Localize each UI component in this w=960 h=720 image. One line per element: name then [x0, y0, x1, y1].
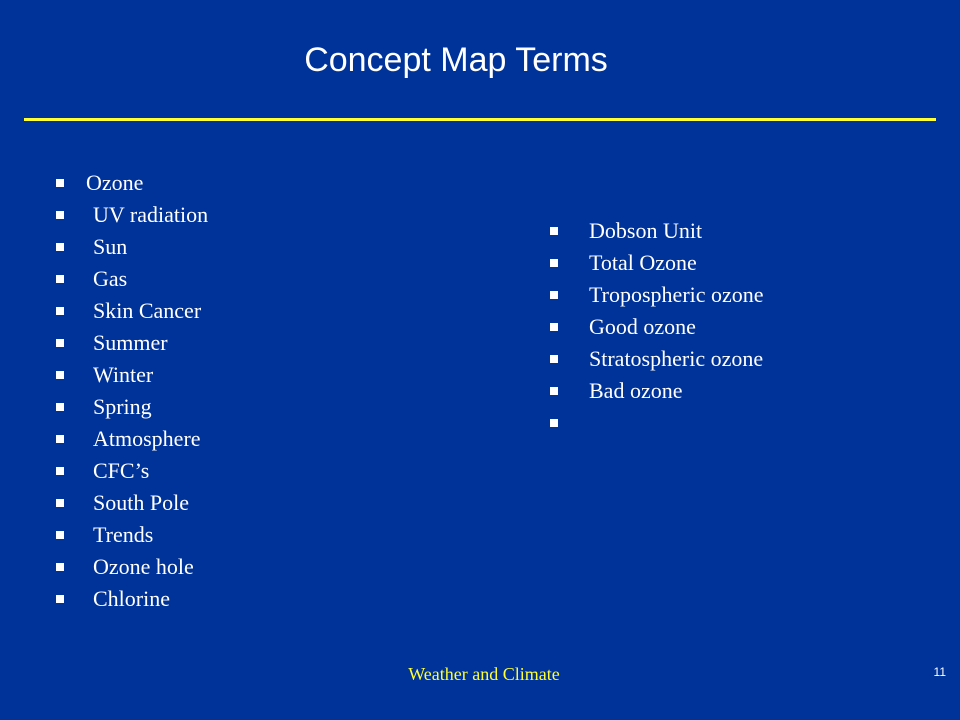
square-bullet-icon: [550, 291, 558, 299]
right-term-list: [546, 215, 886, 439]
square-bullet-icon: [550, 259, 558, 267]
term-label: Summer: [93, 330, 168, 355]
square-bullet-icon: [56, 243, 64, 251]
term-label: Trends: [93, 522, 154, 547]
term-label: Winter: [93, 362, 154, 387]
slide-title: Concept Map Terms: [304, 41, 608, 79]
list-item: [52, 423, 372, 455]
list-item: [52, 583, 372, 615]
list-item: [546, 375, 886, 407]
square-bullet-icon: [550, 227, 558, 235]
square-bullet-icon: [56, 275, 64, 283]
list-item: [52, 391, 372, 423]
term-label: Ozone: [86, 170, 144, 195]
list-item: [52, 359, 372, 391]
square-bullet-icon: [56, 179, 64, 187]
list-item: [546, 247, 886, 279]
term-label: Dobson Unit: [589, 218, 703, 243]
list-item: [52, 519, 372, 551]
square-bullet-icon: [550, 355, 558, 363]
list-item: [52, 487, 372, 519]
term-label: Stratospheric ozone: [589, 346, 764, 371]
term-label: Ozone hole: [93, 554, 194, 579]
term-label: Total Ozone: [589, 250, 697, 275]
list-item: [52, 551, 372, 583]
term-label: Tropospheric ozone: [589, 282, 764, 307]
square-bullet-icon: [56, 563, 64, 571]
left-term-list: [52, 167, 372, 615]
square-bullet-icon: [56, 211, 64, 219]
term-label: Atmosphere: [93, 426, 201, 451]
title-divider: [24, 118, 936, 121]
list-item: [546, 279, 886, 311]
list-item: [52, 167, 372, 199]
list-item: [52, 327, 372, 359]
list-item: [52, 455, 372, 487]
square-bullet-icon: [56, 307, 64, 315]
list-item: [52, 231, 372, 263]
square-bullet-icon: [56, 595, 64, 603]
term-label: Gas: [93, 266, 128, 291]
term-label: Chlorine: [93, 586, 170, 611]
term-label: UV radiation: [93, 202, 209, 227]
square-bullet-icon: [56, 467, 64, 475]
list-item: [52, 295, 372, 327]
list-item: [52, 199, 372, 231]
term-label: Bad ozone: [589, 378, 683, 403]
term-label: Sun: [93, 234, 128, 259]
square-bullet-icon: [56, 403, 64, 411]
square-bullet-icon: [56, 531, 64, 539]
list-item: [52, 263, 372, 295]
list-item: [546, 215, 886, 247]
square-bullet-icon: [550, 323, 558, 331]
square-bullet-icon: [550, 419, 558, 427]
term-label: CFC’s: [93, 458, 150, 483]
square-bullet-icon: [56, 435, 64, 443]
term-label: South Pole: [93, 490, 189, 515]
term-label: Good ozone: [589, 314, 696, 339]
footer-text: Weather and Climate: [408, 664, 560, 684]
term-label: Skin Cancer: [93, 298, 202, 323]
square-bullet-icon: [56, 371, 64, 379]
square-bullet-icon: [56, 339, 64, 347]
list-item: [546, 311, 886, 343]
square-bullet-icon: [56, 499, 64, 507]
square-bullet-icon: [550, 387, 558, 395]
list-item: [546, 343, 886, 375]
term-label: Spring: [93, 394, 152, 419]
list-item: [546, 407, 886, 439]
page-number: 11: [933, 665, 946, 679]
